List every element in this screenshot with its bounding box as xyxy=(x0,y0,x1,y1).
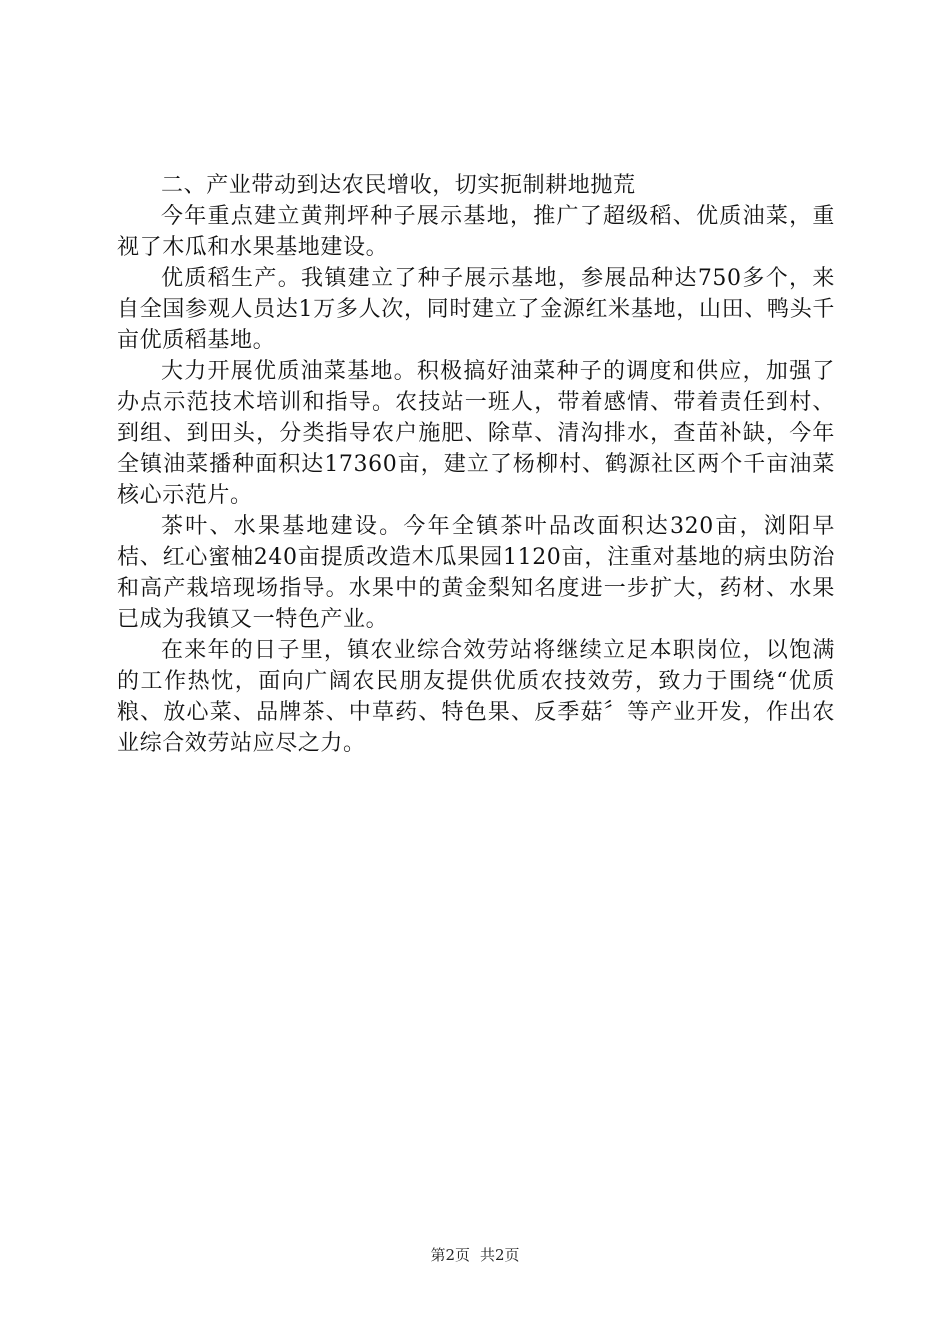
section-heading: 二、产业带动到达农民增收，切实扼制耕地抛荒 xyxy=(161,173,636,198)
page-number: 第2页 xyxy=(430,1246,470,1264)
paragraph-tea-fruit: 茶叶、水果基地建设。今年全镇茶叶品改面积达320亩，浏阳早桔、红心蜜柚240亩提质改造木瓜果园1120亩，注重对基地的病虫防治和高产栽培现场指导。水果中的黄金梨知名度进一步扩大，药材、水果已成为我镇又一特色产业。 xyxy=(117,514,835,632)
paragraph-rapeseed: 大力开展优质油菜基地。积极搞好油菜种子的调度和供应，加强了办点示范技术培训和指导。农技站一班人，带着感情、带着责任到村、到组、到田头，分类指导农户施肥、除草、清沟排水，查苗补缺，今年全镇油菜播种面积达17360亩，建立了杨柳村、鹤源社区两个千亩油菜核心示范片。 xyxy=(117,359,835,508)
document-body xyxy=(117,170,835,759)
paragraph-rice: 优质稻生产。我镇建立了种子展示基地，参展品种达750多个，来自全国参观人员达1万多人次，同时建立了金源红米基地，山田、鸭头千亩优质稻基地。 xyxy=(117,266,835,353)
paragraph-intro: 今年重点建立黄荆坪种子展示基地，推广了超级稻、优质油菜，重视了木瓜和水果基地建设。 xyxy=(117,204,835,260)
page-footer xyxy=(0,1244,950,1265)
paragraph-outlook: 在来年的日子里，镇农业综合效劳站将继续立足本职岗位，以饱满的工作热忱，面向广阔农民朋友提供优质农技效劳，致力于围绕“优质粮、放心菜、品牌茶、中草药、特色果、反季菇〞等产业开发，作出农业综合效劳站应尽之力。 xyxy=(117,638,835,756)
page-total: 共2页 xyxy=(480,1246,520,1264)
